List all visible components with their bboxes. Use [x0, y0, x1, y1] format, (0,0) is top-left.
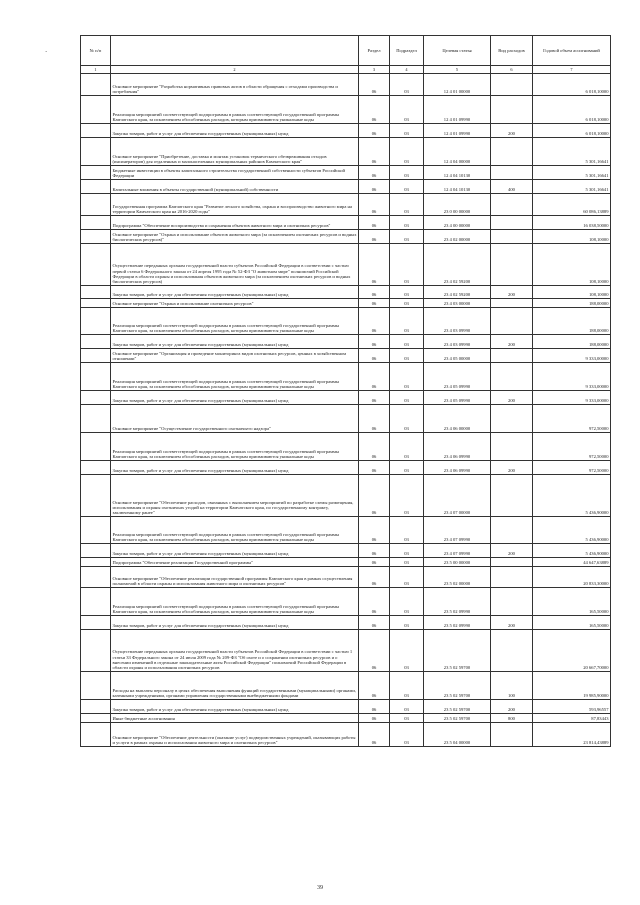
cell-cs: 23 4 03 09990 — [424, 335, 491, 349]
cell-razdel: 06 — [359, 517, 390, 544]
cell-vr — [491, 588, 533, 616]
cell-amount: 60 086,13889 — [533, 194, 611, 216]
header-cell: Годовой объем ассигнований — [533, 36, 611, 66]
row-name: Основное мероприятие "Приобретение, доставка и монтаж установок термического обезвреживания отходов (инсинераторов) для отдаленных и малонаселенных муниципальных районов Камчатского края" — [111, 138, 359, 166]
cell-vr: 200 — [491, 335, 533, 349]
cell-podrazdel: 03 — [390, 567, 424, 588]
table-row — [81, 166, 611, 180]
row-name: Закупка товаров, работ и услуг для обеспечения государственных (муниципальных) нужд — [111, 391, 359, 405]
cell-razdel: 06 — [359, 335, 390, 349]
row-name: Подпрограмма "Обеспечение реализации Государственной программы" — [111, 558, 359, 567]
row-number-cell — [81, 180, 111, 194]
cell-razdel: 06 — [359, 74, 390, 96]
row-name: Реализация мероприятий соответствующей подпрограммы в рамках соответствующей государственной программы Камчатского края, за исключением обособленных расходов, которым присваиваются уникальные коды — [111, 517, 359, 544]
row-name: Основное мероприятие "Охрана и использование объектов животного мира (за исключением охотничьих ресурсов и водных биологических ресурсов)" — [111, 230, 359, 244]
row-name: Бюджетные инвестиции в объекты капитального строительства государственной собственности субъектов Российской Федерации — [111, 166, 359, 180]
row-name: Реализация мероприятий соответствующей подпрограммы в рамках соответствующей государственной программы Камчатского края, за исключением обособленных расходов, которым присваиваются уникальные коды — [111, 588, 359, 616]
cell-vr — [491, 96, 533, 124]
cell-cs: 12 4 04 00000 — [424, 138, 491, 166]
cell-podrazdel: 03 — [390, 216, 424, 230]
cell-cs: 23 5 00 00000 — [424, 558, 491, 567]
row-number-cell — [81, 286, 111, 299]
cell-razdel: 06 — [359, 588, 390, 616]
cell-razdel: 06 — [359, 723, 390, 747]
table-row — [81, 405, 611, 433]
column-number: 4 — [390, 66, 424, 74]
cell-razdel: 06 — [359, 349, 390, 363]
row-number-cell — [81, 714, 111, 723]
cell-vr — [491, 433, 533, 461]
cell-razdel: 06 — [359, 286, 390, 299]
cell-vr: 200 — [491, 286, 533, 299]
cell-vr — [491, 558, 533, 567]
row-name: Закупка товаров, работ и услуг для обеспечения государственных (муниципальных) нужд — [111, 700, 359, 714]
cell-vr: 200 — [491, 616, 533, 630]
cell-cs: 23 4 05 09990 — [424, 363, 491, 391]
row-number-cell — [81, 672, 111, 700]
cell-amount: 972,50000 — [533, 433, 611, 461]
row-number-cell — [81, 363, 111, 391]
table-row — [81, 517, 611, 544]
table-row — [81, 461, 611, 475]
cell-vr — [491, 363, 533, 391]
cell-cs: 23 5 02 09990 — [424, 616, 491, 630]
cell-vr: 200 — [491, 461, 533, 475]
cell-vr — [491, 475, 533, 517]
cell-amount: 593,96557 — [533, 700, 611, 714]
row-name: Капитальные вложения в объекты государственной (муниципальной) собственности — [111, 180, 359, 194]
cell-razdel: 06 — [359, 461, 390, 475]
cell-cs: 23 4 06 09990 — [424, 433, 491, 461]
row-number-cell — [81, 349, 111, 363]
table-row — [81, 714, 611, 723]
row-name: Государственная программа Камчатского края "Развитие лесного хозяйства, охрана и воспроизводство животного мира на территории Камчатского края на 2016-2020 годы" — [111, 194, 359, 216]
cell-amount: 165,50000 — [533, 588, 611, 616]
cell-podrazdel: 03 — [390, 475, 424, 517]
row-name: Реализация мероприятий соответствующей подпрограммы в рамках соответствующей государственной программы Камчатского края, за исключением обособленных расходов, которым присваиваются уникальные коды — [111, 308, 359, 335]
cell-cs: 23 5 02 59700 — [424, 672, 491, 700]
cell-vr — [491, 405, 533, 433]
cell-cs: 23 5 04 00000 — [424, 723, 491, 747]
cell-podrazdel: 03 — [390, 714, 424, 723]
cell-podrazdel: 03 — [390, 630, 424, 672]
row-number-cell — [81, 433, 111, 461]
cell-razdel: 06 — [359, 96, 390, 124]
cell-podrazdel: 03 — [390, 124, 424, 138]
row-name: Реализация мероприятий соответствующей подпрограммы в рамках соответствующей государственной программы Камчатского края, за исключением обособленных расходов, которым присваиваются уникальные коды — [111, 433, 359, 461]
header-cell: Раздел — [359, 36, 390, 66]
cell-vr — [491, 299, 533, 308]
row-number-cell — [81, 96, 111, 124]
column-number: 7 — [533, 66, 611, 74]
cell-amount: 108,10000 — [533, 244, 611, 286]
row-number-cell — [81, 308, 111, 335]
cell-razdel: 06 — [359, 405, 390, 433]
cell-cs: 23 4 05 00000 — [424, 349, 491, 363]
cell-amount: 5 301,16641 — [533, 138, 611, 166]
table-row — [81, 180, 611, 194]
cell-amount: 6 018,10000 — [533, 96, 611, 124]
cell-amount: 6 018,10000 — [533, 124, 611, 138]
row-name: Закупка товаров, работ и услуг для обеспечения государственных (муниципальных) нужд — [111, 335, 359, 349]
row-name: Закупка товаров, работ и услуг для обеспечения государственных (муниципальных) нужд — [111, 461, 359, 475]
cell-vr — [491, 567, 533, 588]
table-body — [81, 74, 611, 747]
table-row — [81, 96, 611, 124]
table-row — [81, 194, 611, 216]
cell-razdel: 06 — [359, 630, 390, 672]
cell-cs: 23 4 02 00000 — [424, 230, 491, 244]
cell-vr: 800 — [491, 714, 533, 723]
cell-amount: 5 436,90000 — [533, 475, 611, 517]
row-name: Осуществление переданных органам государственной власти субъектов Российской Федерации в соответствии с частью 1 статьи 33 Федерального закона от 24 июля 2009 года № 209-ФЗ "Об охоте и о сохранении охотничьих ресурсов и о внесении изменений в отдельные законодательные акты Российской Федерации" полномочий Российской Федерации в области охраны и использования охотничьих ресурсов — [111, 630, 359, 672]
cell-vr: 200 — [491, 700, 533, 714]
cell-cs: 12 4 01 00000 — [424, 74, 491, 96]
cell-razdel: 06 — [359, 700, 390, 714]
table-row — [81, 630, 611, 672]
page-number: 39 — [317, 885, 323, 891]
cell-amount: 5 301,16641 — [533, 180, 611, 194]
cell-vr — [491, 74, 533, 96]
cell-vr — [491, 517, 533, 544]
cell-podrazdel: 03 — [390, 588, 424, 616]
cell-vr — [491, 138, 533, 166]
cell-vr — [491, 194, 533, 216]
table-row — [81, 124, 611, 138]
row-number-cell — [81, 74, 111, 96]
header-cell: Вид расходов — [491, 36, 533, 66]
row-name: Осуществление переданных органам государственной власти субъектов Российской Федерации в соответствии с частью первой статьи 6 Федерального закона от 24 апреля 1995 года № 52-ФЗ "О животном мире" полномочий Российской Федерации в области охраны и использования объектов животного мира (за исключением охотничьих ресурсов и водных биологических ресурсов) — [111, 244, 359, 286]
table-row — [81, 299, 611, 308]
cell-cs: 12 4 04 10130 — [424, 166, 491, 180]
cell-cs: 23 4 06 09990 — [424, 461, 491, 475]
cell-podrazdel: 03 — [390, 166, 424, 180]
table-row — [81, 138, 611, 166]
cell-vr — [491, 630, 533, 672]
row-number-cell — [81, 723, 111, 747]
cell-amount: 972,50000 — [533, 405, 611, 433]
cell-cs: 23 5 02 00000 — [424, 567, 491, 588]
column-number: 5 — [424, 66, 491, 74]
table-row — [81, 616, 611, 630]
cell-podrazdel: 03 — [390, 74, 424, 96]
row-number-cell — [81, 588, 111, 616]
table-row — [81, 244, 611, 286]
row-number-cell — [81, 461, 111, 475]
cell-podrazdel: 03 — [390, 244, 424, 286]
row-name: Основное мероприятие "Разработка нормативных правовых актов в области обращения с отходами производства и потребления" — [111, 74, 359, 96]
header-cell: Подраздел — [390, 36, 424, 66]
cell-amount: 5 301,16641 — [533, 166, 611, 180]
cell-amount: 188,00000 — [533, 335, 611, 349]
cell-amount: 44 647,63889 — [533, 558, 611, 567]
cell-cs: 23 0 00 00000 — [424, 194, 491, 216]
cell-podrazdel: 03 — [390, 349, 424, 363]
header-cell: № п/п — [81, 36, 111, 66]
row-number-cell — [81, 244, 111, 286]
cell-amount: 19 985,90000 — [533, 672, 611, 700]
cell-amount: 87,83443 — [533, 714, 611, 723]
cell-razdel: 06 — [359, 475, 390, 517]
row-number-cell — [81, 558, 111, 567]
table-row — [81, 216, 611, 230]
cell-vr — [491, 349, 533, 363]
cell-cs: 23 5 02 59700 — [424, 714, 491, 723]
cell-vr — [491, 308, 533, 335]
cell-razdel: 06 — [359, 230, 390, 244]
table-row — [81, 349, 611, 363]
cell-cs: 23 4 07 09990 — [424, 517, 491, 544]
cell-cs: 12 4 01 09990 — [424, 124, 491, 138]
cell-vr: 200 — [491, 544, 533, 558]
column-number-row — [81, 66, 611, 74]
cell-podrazdel: 03 — [390, 723, 424, 747]
column-number: 2 — [111, 66, 359, 74]
row-name: Основное мероприятие "Осуществление государственного охотничьего надзора" — [111, 405, 359, 433]
row-number-cell — [81, 544, 111, 558]
table-row — [81, 74, 611, 96]
cell-amount: 6 018,10000 — [533, 74, 611, 96]
cell-vr — [491, 216, 533, 230]
cell-podrazdel: 03 — [390, 194, 424, 216]
cell-amount: 188,00000 — [533, 308, 611, 335]
row-number-cell — [81, 616, 111, 630]
cell-amount: 9 333,00000 — [533, 349, 611, 363]
cell-podrazdel: 03 — [390, 672, 424, 700]
cell-podrazdel: 03 — [390, 544, 424, 558]
cell-razdel: 06 — [359, 124, 390, 138]
row-name: Основное мероприятие "Обеспечение деятельности (оказание услуг) подведомственных учреждений, оказывающих работы и услуги в рамках охраны и использования животного мира и охотничьих ресурсов" — [111, 723, 359, 747]
column-number: 3 — [359, 66, 390, 74]
table-row — [81, 558, 611, 567]
cell-cs: 23 5 02 59700 — [424, 630, 491, 672]
table-row — [81, 475, 611, 517]
row-number-cell — [81, 230, 111, 244]
cell-razdel: 06 — [359, 194, 390, 216]
cell-amount: 5 436,90000 — [533, 517, 611, 544]
table-row — [81, 363, 611, 391]
row-number-cell — [81, 630, 111, 672]
cell-podrazdel: 03 — [390, 700, 424, 714]
cell-amount: 16 038,50000 — [533, 216, 611, 230]
cell-razdel: 06 — [359, 714, 390, 723]
row-number-cell — [81, 475, 111, 517]
cell-podrazdel: 03 — [390, 230, 424, 244]
cell-razdel: 06 — [359, 567, 390, 588]
cell-podrazdel: 03 — [390, 308, 424, 335]
cell-podrazdel: 03 — [390, 299, 424, 308]
table-row — [81, 230, 611, 244]
cell-amount: 9 333,00000 — [533, 363, 611, 391]
cell-cs: 23 5 02 09990 — [424, 588, 491, 616]
row-name: Закупка товаров, работ и услуг для обеспечения государственных (муниципальных) нужд — [111, 616, 359, 630]
row-name: Основное мероприятие "Обеспечение расходов, связанных с выполнением мероприятий по разработке схемы размещения, использования и охраны охотничьих угодий на территории Камчатского края, по государственному контракту, заключенному ранее" — [111, 475, 359, 517]
cell-podrazdel: 03 — [390, 335, 424, 349]
cell-razdel: 06 — [359, 166, 390, 180]
cell-razdel: 06 — [359, 558, 390, 567]
cell-razdel: 06 — [359, 391, 390, 405]
row-name: Реализация мероприятий соответствующей подпрограммы в рамках соответствующей государственной программы Камчатского края, за исключением обособленных расходов, которым присваиваются уникальные коды — [111, 363, 359, 391]
row-name: Закупка товаров, работ и услуг для обеспечения государственных (муниципальных) нужд — [111, 286, 359, 299]
row-number-cell — [81, 335, 111, 349]
scan-mark: ` — [45, 50, 48, 58]
row-number-cell — [81, 567, 111, 588]
row-number-cell — [81, 391, 111, 405]
cell-vr — [491, 244, 533, 286]
cell-cs: 23 4 07 00000 — [424, 475, 491, 517]
cell-podrazdel: 03 — [390, 363, 424, 391]
cell-podrazdel: 03 — [390, 405, 424, 433]
header-cell — [111, 36, 359, 66]
column-number: 1 — [81, 66, 111, 74]
row-number-cell — [81, 405, 111, 433]
table-row — [81, 433, 611, 461]
cell-amount: 165,50000 — [533, 616, 611, 630]
cell-cs: 23 4 02 59200 — [424, 244, 491, 286]
row-number-cell — [81, 700, 111, 714]
table-row — [81, 335, 611, 349]
cell-cs: 23 4 07 09990 — [424, 544, 491, 558]
cell-podrazdel: 03 — [390, 286, 424, 299]
row-number-cell — [81, 194, 111, 216]
cell-cs: 12 4 04 10130 — [424, 180, 491, 194]
cell-vr — [491, 166, 533, 180]
cell-vr: 100 — [491, 672, 533, 700]
cell-razdel: 06 — [359, 363, 390, 391]
cell-podrazdel: 03 — [390, 180, 424, 194]
cell-amount: 108,10000 — [533, 230, 611, 244]
row-name: Подпрограмма "Обеспечение воспроизводства и сохранения объектов животного мира и охотничьих ресурсов" — [111, 216, 359, 230]
cell-podrazdel: 03 — [390, 96, 424, 124]
cell-podrazdel: 03 — [390, 461, 424, 475]
row-number-cell — [81, 138, 111, 166]
cell-vr — [491, 230, 533, 244]
cell-cs: 23 4 03 00000 — [424, 299, 491, 308]
row-name: Основное мероприятие "Обеспечение реализации государственной программы Камчатского края в рамках осуществления полномочий в области охраны и использования животного мира и охотничьих ресурсов" — [111, 567, 359, 588]
table-row — [81, 588, 611, 616]
cell-razdel: 06 — [359, 544, 390, 558]
cell-amount: 5 436,90000 — [533, 544, 611, 558]
cell-razdel: 06 — [359, 433, 390, 461]
cell-podrazdel: 03 — [390, 138, 424, 166]
cell-amount: 23 814,43889 — [533, 723, 611, 747]
row-number-cell — [81, 166, 111, 180]
cell-cs: 23 4 00 00000 — [424, 216, 491, 230]
row-name: Расходы на выплаты персоналу в целях обеспечения выполнения функций государственными (муниципальными) органами, казенными учреждениями, органами управления государственными внебюджетными фондами — [111, 672, 359, 700]
cell-cs: 23 4 03 09990 — [424, 308, 491, 335]
cell-cs: 23 5 02 59700 — [424, 700, 491, 714]
cell-vr: 200 — [491, 391, 533, 405]
cell-amount: 972,50000 — [533, 461, 611, 475]
row-name: Закупка товаров, работ и услуг для обеспечения государственных (муниципальных) нужд — [111, 124, 359, 138]
row-name: Реализация мероприятий соответствующей подпрограммы в рамках соответствующей государственной программы Камчатского края, за исключением обособленных расходов, которым присваиваются уникальные коды — [111, 96, 359, 124]
cell-cs: 12 4 01 09990 — [424, 96, 491, 124]
row-number-cell — [81, 216, 111, 230]
cell-cs: 23 4 02 59200 — [424, 286, 491, 299]
cell-razdel: 06 — [359, 616, 390, 630]
row-name: Основное мероприятие "Охрана и использование охотничьих ресурсов" — [111, 299, 359, 308]
cell-podrazdel: 03 — [390, 391, 424, 405]
column-number: 6 — [491, 66, 533, 74]
cell-cs: 23 4 06 00000 — [424, 405, 491, 433]
cell-razdel: 06 — [359, 308, 390, 335]
row-number-cell — [81, 517, 111, 544]
cell-vr: 200 — [491, 124, 533, 138]
row-number-cell — [81, 124, 111, 138]
cell-podrazdel: 03 — [390, 616, 424, 630]
table-header — [81, 36, 611, 74]
row-name: Закупка товаров, работ и услуг для обеспечения государственных (муниципальных) нужд — [111, 544, 359, 558]
table-row — [81, 700, 611, 714]
table-row — [81, 308, 611, 335]
cell-razdel: 06 — [359, 216, 390, 230]
table-row — [81, 567, 611, 588]
cell-amount: 9 333,00000 — [533, 391, 611, 405]
cell-razdel: 06 — [359, 138, 390, 166]
budget-table — [80, 35, 611, 747]
cell-vr — [491, 723, 533, 747]
cell-vr: 400 — [491, 180, 533, 194]
cell-razdel: 06 — [359, 244, 390, 286]
table-row — [81, 723, 611, 747]
table-row — [81, 544, 611, 558]
row-name: Основное мероприятие "Организация и проведение мониторинга видов охотничьих ресурсов, ценных в хозяйственном отношении" — [111, 349, 359, 363]
cell-podrazdel: 03 — [390, 433, 424, 461]
table-row — [81, 672, 611, 700]
cell-amount: 20 833,30000 — [533, 567, 611, 588]
cell-razdel: 06 — [359, 672, 390, 700]
cell-amount: 108,10000 — [533, 286, 611, 299]
cell-amount: 20 667,70000 — [533, 630, 611, 672]
cell-amount: 188,00000 — [533, 299, 611, 308]
cell-podrazdel: 03 — [390, 558, 424, 567]
cell-cs: 23 4 05 09990 — [424, 391, 491, 405]
cell-razdel: 06 — [359, 299, 390, 308]
table-row — [81, 286, 611, 299]
cell-podrazdel: 03 — [390, 517, 424, 544]
table-row — [81, 391, 611, 405]
cell-razdel: 06 — [359, 180, 390, 194]
row-number-cell — [81, 299, 111, 308]
row-name: Иные бюджетные ассигнования — [111, 714, 359, 723]
header-cell: Целевая статья — [424, 36, 491, 66]
